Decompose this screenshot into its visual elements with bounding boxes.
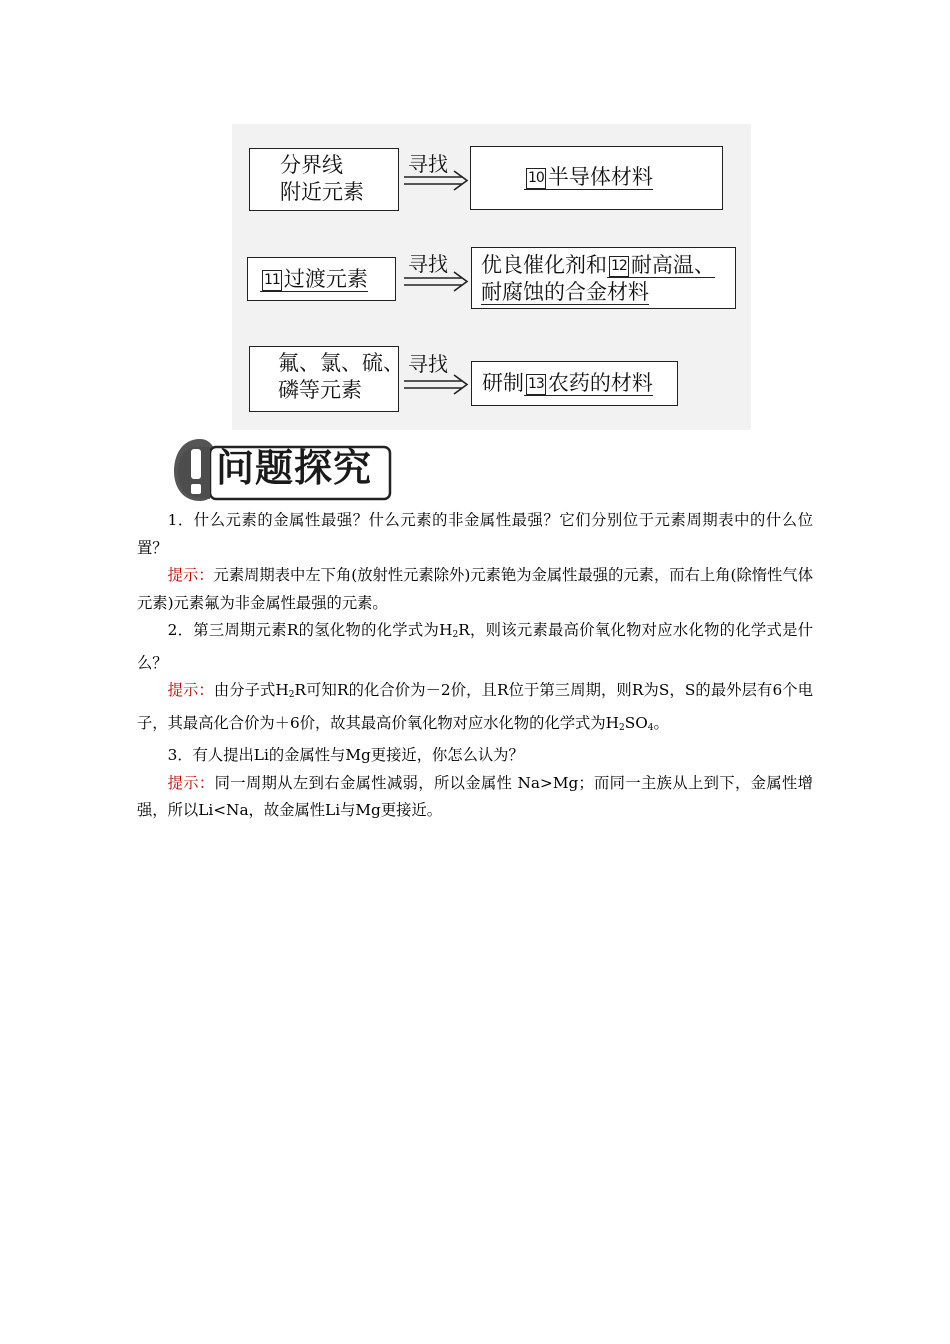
alloy-materials-box — [471, 247, 736, 309]
arrow-label: 寻找 — [408, 152, 448, 176]
pesticide-materials-box — [471, 361, 678, 406]
section-heading — [170, 437, 392, 503]
arrow-label: 寻找 — [408, 252, 448, 276]
semiconductor-box — [470, 146, 723, 210]
heading-label: 问题探究 — [216, 446, 373, 490]
double-arrow-icon — [404, 374, 472, 396]
answer-3 — [137, 770, 813, 825]
transition-elements-box — [247, 257, 396, 301]
hint-label: 提示： — [167, 773, 215, 792]
blank-number-12: 12 — [609, 256, 629, 277]
pesticide-text: 农药的材料 — [547, 371, 653, 395]
box-line: 磷等元素 — [278, 378, 362, 402]
blank-number-13: 13 — [526, 374, 546, 395]
question-2: 2．第三周期元素R的氢化物的化学式为$H_2R$，则该元素最高价氧化物对应水化物的化学式是什么？ — [137, 621, 813, 672]
blank-number-10: 10 — [526, 168, 546, 189]
double-arrow-icon — [404, 271, 472, 293]
research-text: 研制 — [482, 371, 524, 395]
transition-text: 过渡元素 — [283, 267, 368, 291]
alloy-text: 耐腐蚀的合金材料 — [481, 280, 649, 304]
question-section — [137, 507, 813, 825]
boundary-elements-box — [249, 148, 399, 211]
heat-resistant-text: 耐高温、 — [630, 253, 715, 277]
question-1: 1．什么元素的金属性最强？什么元素的非金属性最强？它们分别位于元素周期表中的什么位置？ — [137, 511, 813, 557]
element-usage-diagram — [232, 124, 751, 430]
halogen-elements-box — [249, 346, 404, 412]
semiconductor-text: 半导体材料 — [547, 165, 653, 189]
question-3: 3．有人提出Li的金属性与Mg更接近，你怎么认为？ — [167, 746, 524, 764]
blank-number-11: 11 — [262, 270, 282, 291]
answer-1 — [137, 562, 813, 617]
answer-2: 提示：由分子式$H_2R$可知R的化合价为－2价，且R位于第三周期，则R为S，S的最外层有6个电子，其最高化合价为＋6价，故其最高价氧化物对应水化物的化学式为$H_2SO_4$。 — [137, 681, 813, 733]
double-arrow-icon — [404, 170, 472, 192]
arrow-label: 寻找 — [408, 352, 448, 376]
box-line: 分界线 — [280, 153, 343, 177]
catalyst-text: 优良催化剂和 — [481, 253, 607, 277]
box-line: 附近元素 — [280, 180, 364, 204]
answer-1-text: 元素周期表中左下角(放射性元素除外)元素铯为金属性最强的元素，而右上角(除惰性气体元素)元素氟为非金属性最强的元素。 — [137, 566, 813, 612]
box-line: 氟、氯、硫、 — [278, 351, 404, 375]
hint-label: 提示： — [167, 681, 214, 699]
hint-label: 提示： — [167, 566, 214, 584]
answer-3-text: 同一周期从左到右金属性减弱，所以金属性 Na>Mg；而同一主族从上到下，金属性增强，所以Li<Na，故金属性Li与Mg更接近。 — [137, 773, 813, 819]
